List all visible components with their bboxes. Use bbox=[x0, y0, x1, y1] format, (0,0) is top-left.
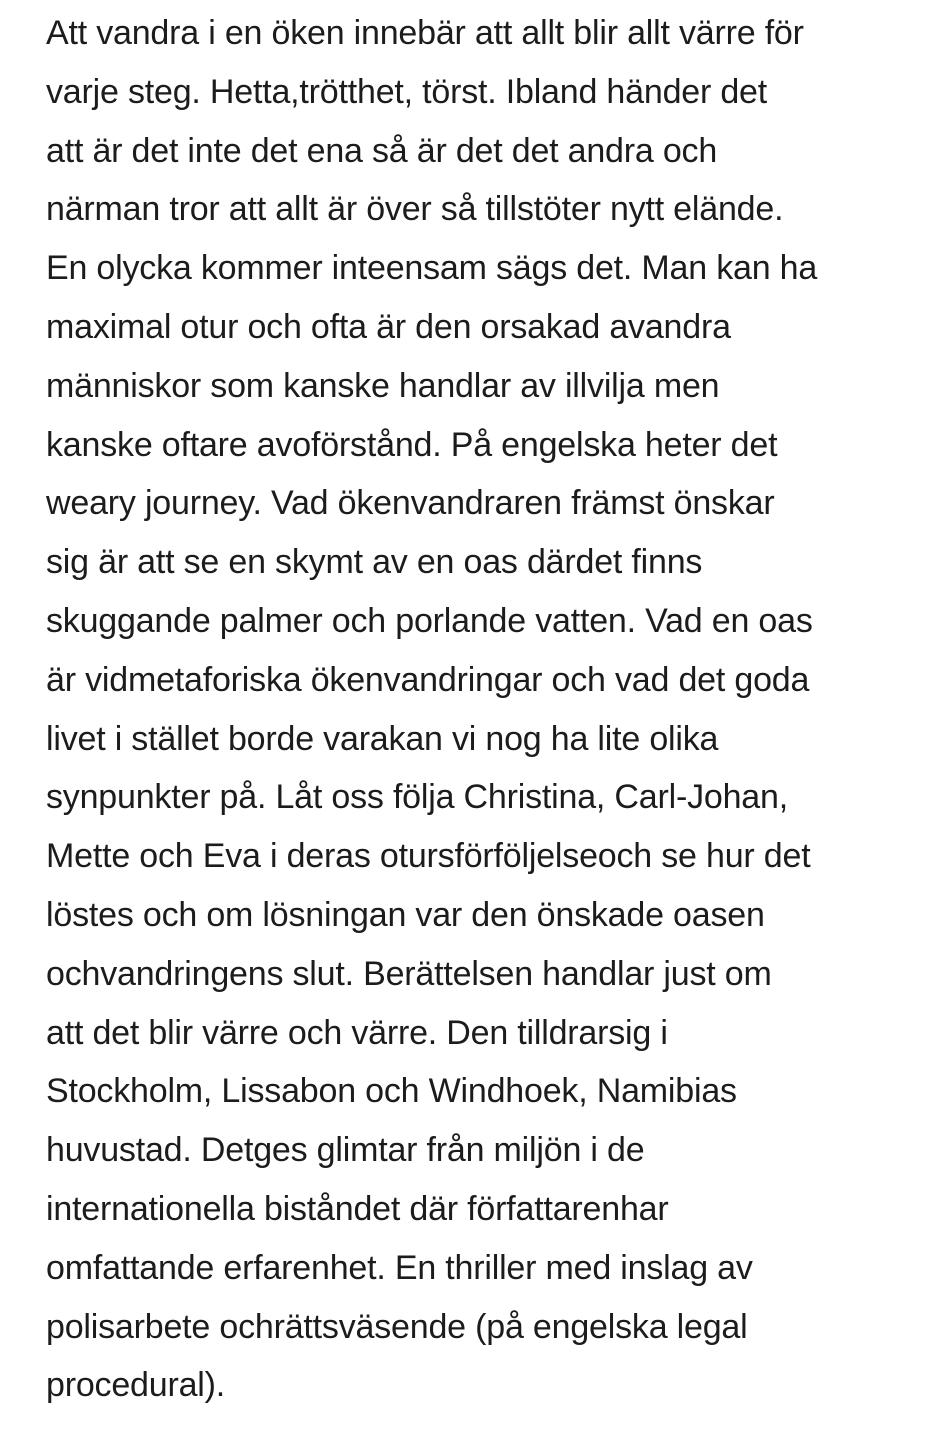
text-line: huvustad. Detges glimtar från miljön i de bbox=[46, 1131, 645, 1170]
text-line: synpunkter på. Låt oss följa Christina, Carl-Johan, bbox=[46, 778, 788, 817]
text-line: Mette och Eva i deras otursförföljelseoch se hur det bbox=[46, 837, 811, 876]
text-line: sig är att se en skymt av en oas därdet finns bbox=[46, 543, 703, 582]
text-line: skuggande palmer och porlande vatten. Vad en oas bbox=[46, 601, 813, 640]
text-line: procedural). bbox=[46, 1366, 226, 1405]
text-line: Stockholm, Lissabon och Windhoek, Namibias bbox=[46, 1072, 737, 1111]
text-line: livet i stället borde varakan vi nog ha lite olika bbox=[46, 719, 719, 758]
text-line: varje steg. Hetta,trötthet, törst. Ibland händer det bbox=[46, 72, 768, 111]
text-line: människor som kanske handlar av illvilja men bbox=[46, 366, 720, 405]
text-line: kanske oftare avoförstånd. På engelska heter det bbox=[46, 425, 778, 464]
text-line: är vidmetaforiska ökenvandringar och vad det goda bbox=[46, 660, 810, 699]
text-line: Att vandra i en öken innebär att allt blir allt värre för bbox=[46, 14, 804, 52]
text-line: weary journey. Vad ökenvandraren främst önskar bbox=[46, 484, 775, 523]
text-line: omfattande erfarenhet. En thriller med inslag av bbox=[46, 1248, 753, 1287]
text-line: löstes och om lösningan var den önskade oasen bbox=[46, 895, 765, 934]
text-line: polisarbete ochrättsväsende (på engelska legal bbox=[46, 1307, 748, 1346]
text-line: närman tror att allt är över så tillstöter nytt elände. bbox=[46, 190, 784, 229]
text-line: maximal otur och ofta är den orsakad avandra bbox=[46, 307, 731, 346]
text-line: ochvandringens slut. Berättelsen handlar just om bbox=[46, 954, 772, 993]
text-line: En olycka kommer inteensam sägs det. Man kan ha bbox=[46, 249, 818, 288]
text-line: internationella biståndet där författarenhar bbox=[46, 1189, 669, 1228]
body-text bbox=[46, 4, 926, 1415]
text-line: att är det inte det ena så är det det andra och bbox=[46, 131, 718, 170]
text-line: att det blir värre och värre. Den tilldrarsig i bbox=[46, 1013, 668, 1052]
